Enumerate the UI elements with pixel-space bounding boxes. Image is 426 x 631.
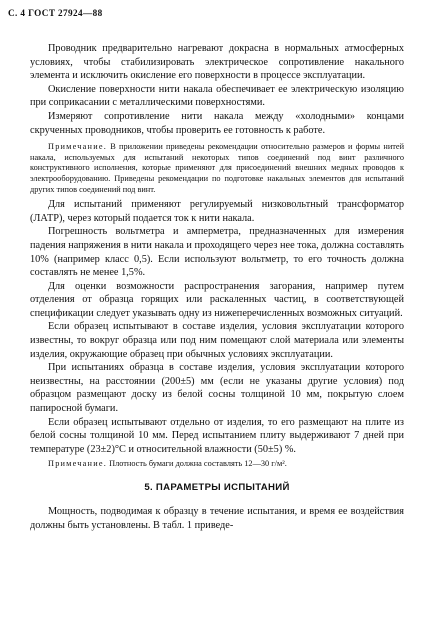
paragraph: Для оценки возможности распространения загорания, например путем отделения от образца горящих или раскаленных частиц, в соответствующей спецификации следует указывать одну из нижеперечисленных возможных ситуаций. [30, 280, 404, 319]
note-label: Примечание. [48, 459, 107, 469]
paragraph: Если образец испытывают отдельно от изделия, то его размещают на плите из белой сосны толщиной 10 мм. Перед испытанием плиту выдерживают 7 дней при температуре (23±2)°С и относительной влажности (50±5) %. [30, 416, 404, 455]
note-label: Примечание. [48, 142, 107, 152]
note-text: Плотность бумаги должна составлять 12—30 г/м². [109, 459, 287, 469]
section-title: 5. ПАРАМЕТРЫ ИСПЫТАНИЙ [144, 482, 290, 493]
note [30, 142, 404, 195]
paragraph: При испытаниях образца в составе изделия, условия эксплуатации которого неизвестны, на расстоянии (200±5) мм (если не указаны другие условия) под образцом размещают доску из белой сосны толщиной 10 мм, покрытую слоем папиросной бумаги. [30, 362, 404, 415]
paragraph: Если образец испытывают в составе изделия, условия эксплуатации которого известны, то вокруг образца или под ним помещают слой материала или элементы изделия, окружающие образец при обычных условиях эксплуатации. [30, 321, 404, 360]
page-header: С. 4 ГОСТ 27924—88 [8, 8, 103, 18]
note-text: В приложении приведены рекомендации относительно размеров и формы нитей накала, используемых для испытаний некоторых типов соединений под винт различного конструктивного исполнения, которые применяют для присоединений внешних медных проводов к электрооборудованию. Приведены рекомендации по подготовке накальных элементов для испытаний других типов соединений под винт. [30, 142, 405, 194]
paragraph: Погрешность вольтметра и амперметра, предназначенных для измерения падения напряжения в нити накала и проходящего через нее тока, должна составлять 10% (например класс 0,5). Если используют вольтметр, то его точность должна составлять не менее 1,5%. [30, 226, 404, 279]
paragraph: Для испытаний применяют регулируемый низковольтный трансформатор (ЛАТР), через который подается ток к нити накала. [30, 199, 404, 224]
paragraph: Окисление поверхности нити накала обеспечивает ее электрическую изоляцию при соприкасании с металлическими поверхностями. [30, 83, 404, 109]
paragraph: Измеряют сопротивление нити накала между «холодными» концами скрученных проводников, чтобы проверить ее готовность к работе. [30, 110, 404, 136]
paragraph: Мощность, подводимая к образцу в течение испытания, и время ее воздействия должны быть установлены. В табл. 1 приведе- [30, 506, 404, 531]
page-body [30, 42, 404, 532]
paragraph: Проводник предварительно нагревают докрасна в нормальных атмосферных условиях, чтобы стабилизировать электрическое сопротивление накального элемента и исключить окисление его поверхности в процессе эксплуатации. [30, 43, 404, 82]
note [30, 459, 404, 470]
